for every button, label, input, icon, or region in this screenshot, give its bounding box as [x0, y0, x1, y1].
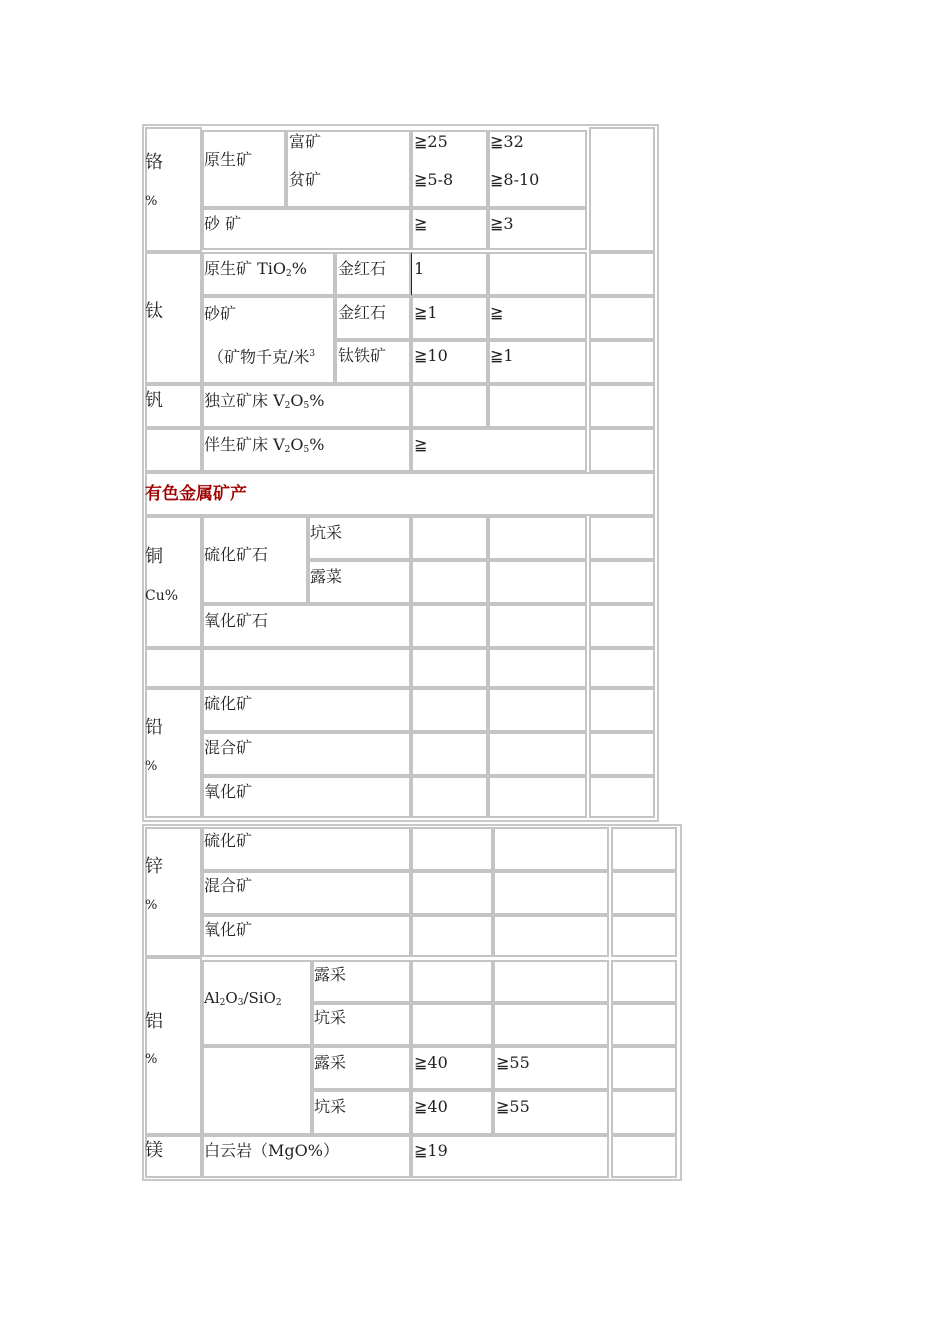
aluminum-underground2-label: 坑采 [314, 1097, 347, 1116]
cell-copper-underground-v2 [488, 516, 587, 560]
lead-oxide-label: 氧化矿 [204, 782, 253, 801]
aluminum-unit: % [145, 1052, 158, 1067]
aluminum-ratio-si: /SiO [243, 989, 276, 1007]
titanium-sand-label: 砂矿 [204, 304, 237, 323]
aluminum-openpit1-label: 露采 [314, 965, 347, 984]
aluminum-ratio-label [204, 988, 282, 1013]
chromium-unit: % [145, 194, 158, 209]
cell-copper-oxide-v2 [488, 604, 587, 648]
titanium-primary-sub: 2 [286, 269, 292, 279]
aluminum-openpit2-v2: ≧55 [496, 1053, 530, 1072]
cell-zinc-oxide-v3 [611, 915, 677, 957]
titanium-sand-unit-sup: 3 [309, 349, 316, 359]
cell-aluminum-underground2-v3 [611, 1090, 677, 1135]
chromium-primary-label: 原生矿 [204, 150, 253, 169]
cell-blank-b [202, 648, 411, 688]
cell-copper-underground-v3 [589, 516, 655, 560]
cell-vanadium-assoc-blank [145, 428, 202, 472]
chromium-rich-v2: ≧32 [490, 132, 524, 151]
chromium-poor-v1: ≧5-8 [414, 170, 454, 189]
cell-zinc-sulfide-v2 [493, 827, 609, 871]
cell-titanium-rutile-v3 [589, 252, 655, 296]
cell-copper-openpit-v1 [411, 560, 488, 604]
titanium-rutile-v1: 1 [414, 259, 425, 278]
vanadium-assoc-prefix: 伴生矿床 V [204, 435, 285, 454]
vanadium-independent-sub2: 5 [303, 401, 310, 411]
cell-copper-oxide-v1 [411, 604, 488, 648]
chromium-rich-label: 富矿 [289, 132, 322, 151]
chromium-element: 铬 [145, 152, 163, 173]
copper-element: 铜 [145, 546, 163, 567]
cell-blank-c [411, 648, 488, 688]
section-title: 有色金属矿产 [145, 484, 247, 504]
vanadium-independent-mid: O [290, 391, 304, 410]
cell-lead-oxide-v3 [589, 776, 655, 818]
cell-zinc-sulfide-v1 [411, 827, 493, 871]
aluminum-element: 铝 [145, 1011, 163, 1032]
vanadium-independent-label [204, 391, 324, 416]
titanium-ilmenite-label: 钛铁矿 [338, 346, 387, 365]
aluminum-openpit2-label: 露采 [314, 1053, 347, 1072]
vanadium-assoc-v1: ≧ [414, 435, 428, 454]
zinc-oxide-label: 氧化矿 [204, 920, 253, 939]
cell-chromium-v3 [589, 127, 655, 252]
cell-lead-oxide-v1 [411, 776, 488, 818]
cell-titanium-rutile2-v3 [589, 296, 655, 340]
chromium-sand-label: 砂 矿 [204, 214, 242, 233]
cell-lead-mixed-v2 [488, 732, 587, 776]
aluminum-underground2-v1: ≧40 [414, 1097, 448, 1116]
cell-blank-e [589, 648, 655, 688]
titanium-sand-unit [208, 344, 335, 367]
cell-vanadium-independent-v2 [488, 384, 587, 428]
cell-zinc-oxide-v2 [493, 915, 609, 957]
cell-titanium-rutile-v2 [488, 252, 587, 296]
cell-aluminum-underground1-v2 [493, 1003, 609, 1046]
lead-element: 铅 [145, 717, 163, 738]
titanium-sand-unit-text: （矿物千克/米 [208, 347, 310, 367]
aluminum-ratio-o: O [225, 989, 238, 1007]
cell-blank-d [488, 648, 587, 688]
cell-magnesium-dolomite-v3 [611, 1135, 677, 1178]
titanium-primary-prefix: 原生矿 TiO [204, 259, 286, 278]
cell-copper-underground-v1 [411, 516, 488, 560]
cell-lead-mixed-v1 [411, 732, 488, 776]
cell-aluminum-openpit1-v1 [411, 960, 493, 1003]
vanadium-assoc-sub1: 2 [284, 445, 291, 455]
cell-zinc-mixed-v1 [411, 871, 493, 915]
lead-unit: % [145, 759, 158, 774]
zinc-mixed-label: 混合矿 [204, 876, 253, 895]
cell-vanadium-independent-v1 [411, 384, 488, 428]
titanium-ilmenite-v1: ≧10 [414, 346, 448, 365]
titanium-primary-suffix: % [291, 259, 307, 278]
aluminum-underground1-label: 坑采 [314, 1008, 347, 1027]
lead-mixed-label: 混合矿 [204, 738, 253, 757]
cell-titanium-ilmenite-v3 [589, 340, 655, 384]
chromium-poor-label: 贫矿 [289, 170, 322, 189]
cell-blank-a [145, 648, 202, 688]
titanium-ilmenite-v2: ≧1 [490, 346, 514, 365]
cell-zinc-oxide-v1 [411, 915, 493, 957]
chromium-rich-v1: ≧25 [414, 132, 448, 151]
cell-aluminum-openpit1-v2 [493, 960, 609, 1003]
cell-aluminum-blank [202, 1046, 312, 1135]
vanadium-independent-suffix: % [309, 391, 325, 410]
zinc-unit: % [145, 898, 158, 913]
cell-zinc [145, 827, 202, 957]
cell-zinc-sulfide-v3 [611, 827, 677, 871]
copper-underground-label: 坑采 [310, 523, 343, 542]
cell-vanadium-independent-v3 [589, 384, 655, 428]
magnesium-dolomite-label: 白云岩（MgO%） [204, 1141, 339, 1160]
copper-sulfide-label: 硫化矿石 [204, 545, 269, 564]
cell-copper-openpit-v3 [589, 560, 655, 604]
cell-aluminum-underground1-v3 [611, 1003, 677, 1046]
cell-lead-sulfide-v1 [411, 688, 488, 732]
titanium-element: 钛 [145, 301, 163, 322]
zinc-element: 锌 [145, 856, 163, 877]
titanium-rutile-label: 金红石 [338, 259, 387, 278]
titanium-rutile2-v1: ≧1 [414, 303, 438, 322]
magnesium-element: 镁 [145, 1140, 163, 1161]
titanium-rutile2-v2: ≧ [490, 303, 504, 322]
vanadium-independent-sub1: 2 [284, 401, 291, 411]
aluminum-underground2-v2: ≧55 [496, 1097, 530, 1116]
cell-lead-oxide-v2 [488, 776, 587, 818]
cell-lead [145, 688, 202, 818]
vanadium-assoc-sub2: 5 [303, 445, 310, 455]
vanadium-assoc-suffix: % [309, 435, 325, 454]
copper-openpit-label: 露菜 [310, 567, 343, 586]
lead-sulfide-label: 硫化矿 [204, 694, 253, 713]
cell-chromium [145, 127, 202, 252]
cell-copper-openpit-v2 [488, 560, 587, 604]
titanium-rutile2-label: 金红石 [338, 303, 387, 322]
aluminum-ratio-o-sub: 3 [237, 998, 244, 1008]
cell-vanadium-assoc-v3 [589, 428, 655, 472]
chromium-sand-v1: ≧ [414, 214, 428, 233]
cell-vanadium-assoc-v1 [411, 428, 587, 472]
vanadium-independent-prefix: 独立矿床 V [204, 391, 285, 410]
magnesium-dolomite-v1: ≧19 [414, 1141, 448, 1160]
cell-lead-sulfide-v3 [589, 688, 655, 732]
copper-unit: Cu% [145, 588, 179, 604]
aluminum-ratio-a: Al [204, 989, 220, 1007]
cell-aluminum-underground1-v1 [411, 1003, 493, 1046]
copper-oxide-label: 氧化矿石 [204, 611, 269, 630]
cell-zinc-mixed-v2 [493, 871, 609, 915]
aluminum-ratio-si-sub: 2 [275, 998, 282, 1008]
cell-copper-oxide-v3 [589, 604, 655, 648]
vanadium-element: 钒 [145, 390, 163, 411]
vanadium-assoc-mid: O [290, 435, 304, 454]
vanadium-assoc-label [204, 435, 324, 460]
cell-lead-sulfide-v2 [488, 688, 587, 732]
titanium-primary-label [204, 259, 307, 284]
cell-copper [145, 516, 202, 648]
chromium-sand-v2: ≧3 [490, 214, 514, 233]
zinc-sulfide-label: 硫化矿 [204, 831, 253, 850]
cell-aluminum-openpit2-v3 [611, 1046, 677, 1090]
cell-aluminum [145, 957, 202, 1135]
cell-aluminum-openpit1-v3 [611, 960, 677, 1003]
cell-lead-mixed-v3 [589, 732, 655, 776]
cell-zinc-mixed-v3 [611, 871, 677, 915]
aluminum-ratio-a-sub: 2 [219, 998, 226, 1008]
aluminum-openpit2-v1: ≧40 [414, 1053, 448, 1072]
chromium-poor-v2: ≧8-10 [490, 170, 540, 189]
